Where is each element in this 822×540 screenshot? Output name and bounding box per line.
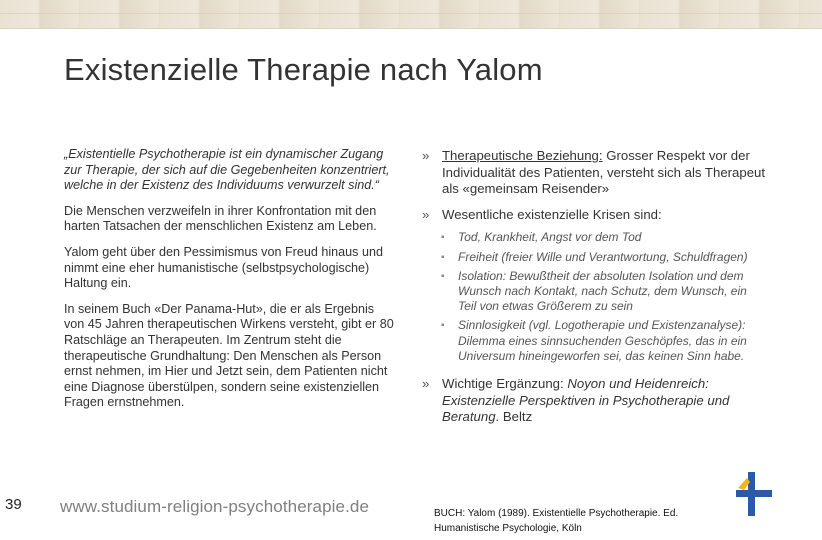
crises-list	[422, 230, 767, 364]
bullet-therapeutic-relationship	[422, 148, 767, 198]
bullet-marker: »	[422, 376, 430, 391]
bullet-text: Grosser Respekt vor der Individualität des Patienten, versteht sich als Therapeut als «gemeinsam Reisender»	[442, 148, 766, 197]
sub-bullet-marker: ▪	[441, 320, 445, 332]
list-item-text: Freiheit (freier Wille und Verantwortung, Schuldfragen)	[458, 249, 748, 264]
list-item	[422, 250, 767, 265]
list-item	[422, 318, 767, 364]
sub-bullet-marker: ▪	[441, 251, 445, 263]
book-reference: BUCH: Yalom (1989). Existentielle Psychotherapie. Ed. Humanistische Psychologie, Köln	[434, 508, 679, 534]
bullet-tail: . Beltz	[495, 409, 533, 425]
stone-wall-header-image	[0, 0, 822, 29]
bullet-important-addition	[422, 376, 767, 426]
bullet-lead: Wichtige Ergänzung:	[442, 376, 568, 391]
book-title-reference: Noyon und Heidenreich: Existenzielle Perspektiven in Psychotherapie und Beratung	[442, 376, 730, 425]
left-column	[64, 147, 394, 421]
bullet-marker: »	[422, 206, 430, 222]
cross-shape	[736, 472, 772, 516]
footer-website-url: www.studium-religion-psychotherapie.de	[60, 497, 370, 516]
paragraph-panama-hut: In seinem Buch «Der Panama-Hut», die er als Ergebnis von 45 Jahren therapeutischen Wirkens versteht, gibt er 80 Ratschläge an Therapeuten. Im Zentrum steht die therapeutische Grundhaltung: Den Menschen als Person ernst nehmen, im Hier und Jetzt sein, dem Patienten nicht eine Diagnose überstülpen, sondern seine existenziellen Fragen ernstnehmen.	[64, 301, 394, 410]
bullet-heading: Therapeutische Beziehung:	[442, 148, 603, 163]
list-item	[422, 230, 767, 245]
list-item-text: Isolation: Bewußtheit der absoluten Isolation und dem Wunsch nach Kontakt, nach Schutz, dem Wunsch, ein Teil von etwas Größerem zu sein	[458, 268, 747, 314]
slide-title: Existenzielle Therapie nach Yalom	[64, 52, 543, 87]
list-item	[422, 269, 767, 315]
bullet-existential-crises	[422, 207, 767, 224]
right-column	[422, 148, 767, 435]
bullet-text: Wesentliche existenzielle Krisen sind:	[442, 206, 662, 222]
sub-bullet-marker: ▪	[441, 270, 445, 282]
paragraph-freud: Yalom geht über den Pessimismus von Freud hinaus und nimmt eine eher humanistische (selbstpsychologische) Haltung ein.	[64, 244, 383, 291]
church-logo-icon	[734, 470, 794, 518]
list-item-text: Tod, Krankheit, Angst vor dem Tod	[458, 230, 642, 245]
list-item-text: Sinnlosigkeit (vgl. Logotherapie und Existenzanalyse): Dilemma eines sinnsuchenden Geschöpfes, das in ein Universum hineingeworfen sei, das keinen Sinn habe.	[458, 318, 747, 363]
paragraph-confrontation: Die Menschen verzweifeln in ihrer Konfrontation mit den harten Tatsachen der menschlichen Existenz am Leben.	[64, 203, 377, 234]
sub-bullet-marker: ▪	[441, 232, 445, 244]
bullet-marker: »	[422, 148, 430, 163]
page-number: 39	[5, 496, 22, 513]
yalom-quote: „Existentielle Psychotherapie ist ein dynamischer Zugang zur Therapie, der sich auf die Gegebenheiten konzentriert, welche in der Existenz des Individuums verwurzelt sind.“	[64, 147, 390, 193]
